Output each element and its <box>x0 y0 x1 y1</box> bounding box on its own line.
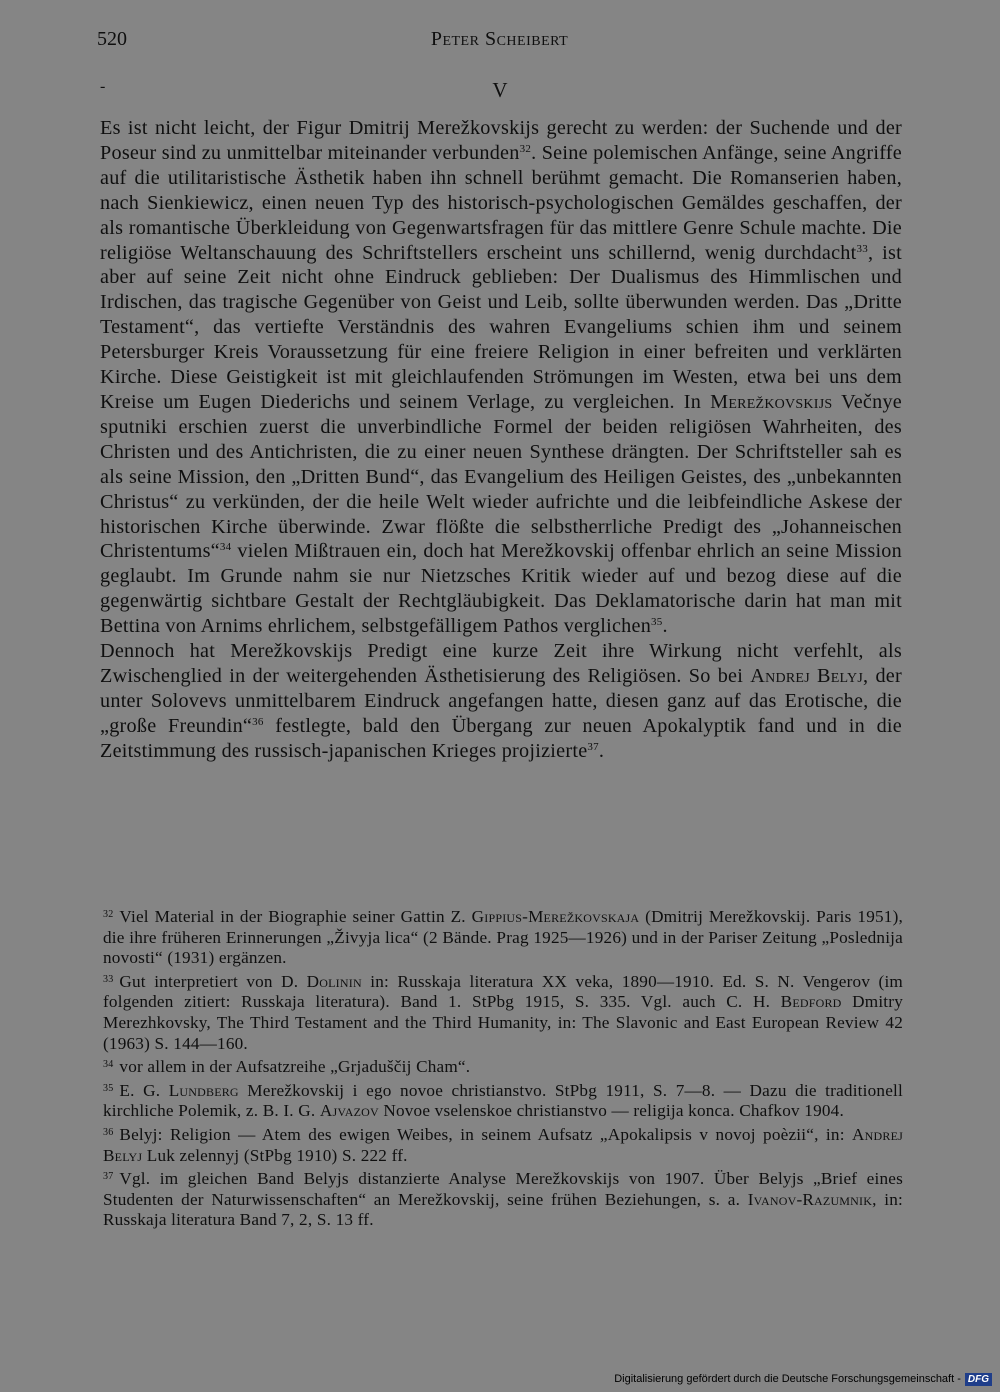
footnote-37 <box>103 1169 903 1231</box>
footnote-ref-33: 33 <box>856 242 868 255</box>
text-run: Viel Material in der Biographie seiner Gattin Z. <box>119 907 472 926</box>
text-run: Novoe vselenskoe christianstvo — religija konca. Chafkov 1904. <box>378 1101 844 1121</box>
text-run: , der unter Solovevs unmittelbarem Eindruck angefangen hatte, diesen ganz auf das Erotische, die „große Freundin“ <box>100 664 902 737</box>
digitization-credit <box>614 1372 992 1386</box>
page-header <box>97 28 902 54</box>
text-run: Gut interpretiert von D. <box>119 971 307 991</box>
text-run: Večnye sputniki erschien zuerst die unverbindliche Formel der beiden religiösen Wahrheiten, des Christen und des Antichristen, die zu einer neuen Synthese drängten. Der Schriftsteller sah es als seine Mission, den „Dritten Bund“, das Evangelium des Heiligen Geistes, des „unbekannten Christus“ zu verkünden, der die heile Welt wieder aufrichte und die leibfeindliche Askese der historischen Kirche überwinde. Zwar flößte die selbstherrliche Predigt des „Johanneischen Christentums“ <box>100 390 903 563</box>
footnote-ref-35: 35 <box>651 616 663 629</box>
text-run: festlegte, bald den Übergang zur neuen Apokalyptik fand und in die Zeitstimmung des russisch-japanischen Krieges projizierte <box>100 714 902 762</box>
text-run: Luk zelennyj (StPbg 1910) S. 222 ff. <box>142 1145 408 1165</box>
footnote-ref-34: 34 <box>219 541 232 554</box>
dfg-logo: DFG <box>965 1373 992 1386</box>
footnote-33 <box>103 972 903 1054</box>
text-run: vor allem in der Aufsatzreihe „Grjaduščij Cham“. <box>119 1057 471 1077</box>
footnote-32 <box>103 907 903 969</box>
credit-text: Digitalisierung gefördert durch die Deutsche Forschungsgemeinschaft - <box>614 1373 961 1385</box>
small-caps-name: Andrej Belyj <box>750 664 864 687</box>
small-caps-name: Dolinin <box>306 971 362 991</box>
text-run: Vgl. im gleichen Band Belyjs distanzierte Analyse Merežkovskijs von 1907. Über Belyjs „Brief eines Studenten der Naturwissenschaften“ an Merežkovskij, seine frühen Beziehungen, s. a. <box>103 1169 903 1209</box>
margin-mark: ‐ <box>100 78 106 95</box>
text-run: in: Russkaja literatura XX veka, 1890—1910. Ed. S. N. Vengerov (im folgenden zitiert: Russkaja literatura). Band 1. StPbg 1915, S. 335. Vgl. auch C. H. <box>103 971 903 1012</box>
text-run: . <box>662 615 668 638</box>
small-caps-name: Ajvazov <box>319 1101 379 1121</box>
body-text <box>100 116 902 764</box>
footnotes <box>103 907 903 1234</box>
text-run: . <box>598 739 605 762</box>
small-caps-name: Gippius-Merežkovskaja <box>471 907 640 926</box>
text-run: (Dmitrij Merežkovskij. Paris 1951), die ihre früheren Erinnerungen „Živyja lica“ (2 Bände. Prag 1925—1926) und in der Pariser Zeitung „Poslednija novosti“ (1931) ergänzen. <box>103 907 903 968</box>
small-caps-name: Lundberg <box>168 1080 239 1100</box>
small-caps-name: Ivanov-Razumnik <box>747 1189 873 1209</box>
footnote-34 <box>103 1057 903 1078</box>
text-run: Belyj: Religion — Atem des ewigen Weibes, in seinem Aufsatz „Apokalipsis v novoj poèzii“, in: <box>119 1124 853 1144</box>
text-run: , in: Russkaja literatura Band 7, 2, S. 13 ff. <box>103 1189 903 1230</box>
text-run: E. G. <box>119 1080 169 1100</box>
footnote-ref-37: 37 <box>587 740 599 753</box>
footnote-number: 32 <box>103 909 114 920</box>
small-caps-name: Bedford <box>780 992 842 1012</box>
footnote-number: 35 <box>103 1082 114 1094</box>
paragraph-2 <box>100 639 902 764</box>
page-number: 520 <box>97 28 127 50</box>
small-caps-name: Merežkovskijs <box>710 390 833 413</box>
footnote-36 <box>103 1125 903 1166</box>
footnote-number: 33 <box>103 973 114 985</box>
text-run: , ist aber auf seine Zeit nicht ohne Eindruck geblieben: Der Dualismus des Himmlischen und Irdischen, das tragische Gegenüber von Geist und Leib, sollte überwunden werden. Das „Dritte Testament“, das vertiefte Verständnis des wahren Evangeliums schien ihm und seinem Petersburger Kreis Voraussetzung für eine freiere Religion in einer befreiten und verklärten Kirche. Diese Geistigkeit ist mit gleichlaufenden Strömungen im Westen, etwa bei uns dem Kreise um Eugen Diederichs und seinem Verlage, zu vergleichen. In <box>100 241 902 413</box>
footnote-ref-32: 32 <box>519 142 532 155</box>
footnote-number: 36 <box>103 1126 114 1138</box>
footnote-ref-36: 36 <box>252 715 264 728</box>
text-run: vielen Mißtrauen ein, doch hat Merežkovskij offenbar ehrlich an seine Mission geglaubt. Im Grunde nahm sie nur Nietzsches Kritik wieder auf und bezog diese auf die gegenwärtig sichtbare Gestalt der Rechtgläubigkeit. Das Deklamatorische darin hat man mit Bettina von Arnims ehrlichem, selbstgefälligem Pathos verglichen <box>100 540 902 638</box>
text-run: Dennoch hat Merežkovskijs Predigt eine kurze Zeit ihre Wirkung nicht verfehlt, als Zwischenglied in der weitergehenden Ästhetisierung des Religiösen. So bei <box>100 640 902 687</box>
running-title: Peter Scheibert <box>430 28 569 50</box>
footnote-number: 37 <box>103 1171 114 1183</box>
text-run: . Seine polemischen Anfänge, seine Angriffe auf die utilitaristische Ästhetik haben ihn schnell berühmt gemacht. Die Romanserien haben, nach Sienkiewicz, einen neuen Typ des historisch-psychologischen Gemäldes geschaffen, der als romantische Überkleidung von Gegenwartsfragen für das mittlere Genre Schule machte. Die religiöse Weltanschauung des Schriftstellers erscheint uns schillernd, wenig durchdacht <box>100 141 902 264</box>
footnote-35 <box>103 1081 903 1122</box>
text-run: Merežkovskij i ego novoe christianstvo. StPbg 1911, S. 7—8. — Dazu die traditionell kirchliche Polemik, z. B. I. G. <box>103 1080 903 1121</box>
section-heading: V <box>492 78 508 102</box>
paragraph-1 <box>100 116 902 639</box>
small-caps-name: Andrej Belyj <box>103 1124 903 1165</box>
text-run: Es ist nicht leicht, der Figur Dmitrij Merežkovskijs gerecht zu werden: der Suchende und der Poseur sind zu unmittelbar miteinander verbunden <box>100 117 902 164</box>
footnote-number: 34 <box>103 1059 114 1071</box>
text-run: Dmitry Merezhkovsky, The Third Testament and the Third Humanity, in: The Slavonic and East European Review 42 (1963) S. 144—160. <box>103 992 903 1053</box>
